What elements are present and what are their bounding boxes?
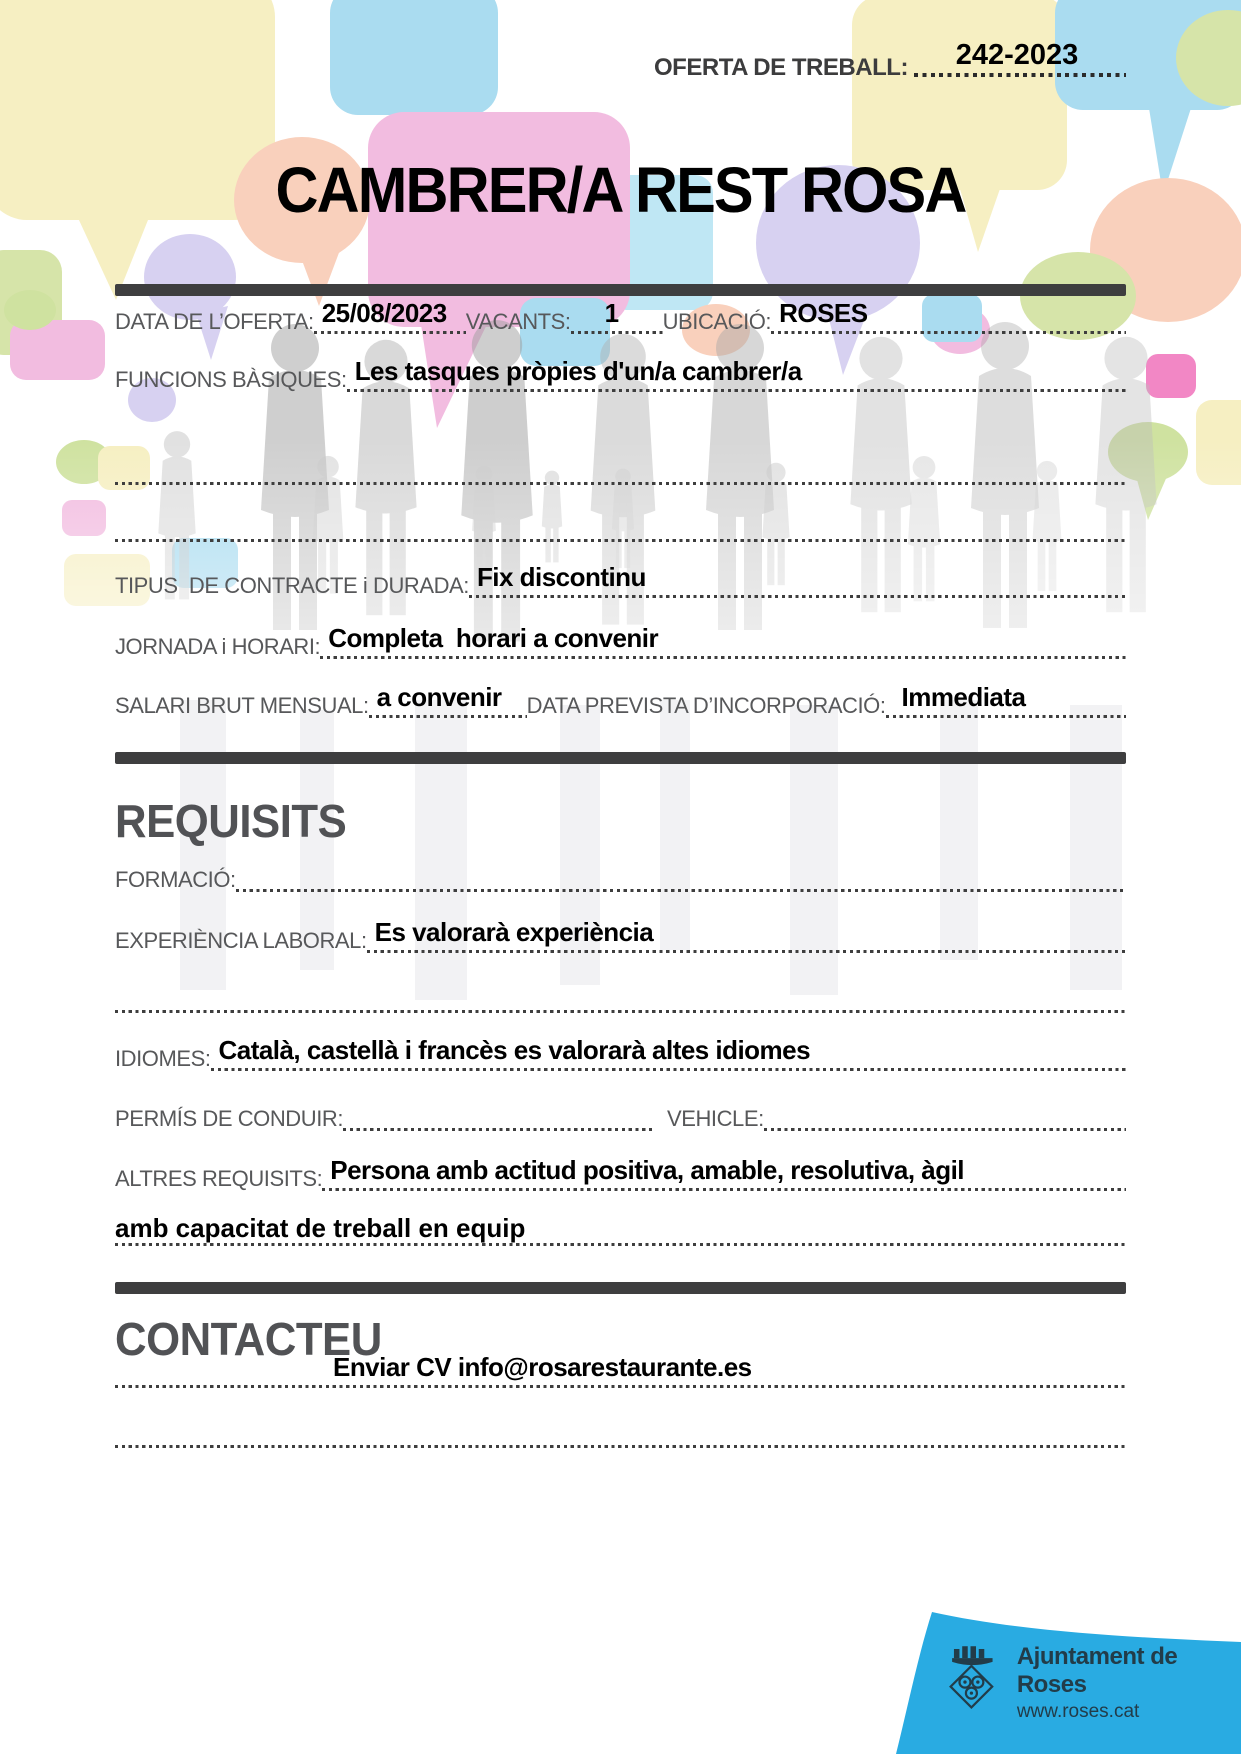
field-row-languages (115, 1037, 1126, 1071)
requirements-heading: REQUISITS (115, 795, 347, 847)
roses-coat-of-arms-icon (942, 1642, 1001, 1724)
footer-organization-name: Ajuntament de Roses (1016, 1643, 1178, 1698)
functions-field (347, 358, 1126, 392)
education-label: FORMACIÓ: (115, 866, 236, 892)
separator-bar (115, 752, 1126, 764)
offer-number-field (908, 39, 1126, 80)
salary-label: SALARI BRUT MENSUAL: (115, 692, 369, 718)
other-requirements-label: ALTRES REQUISITS: (115, 1165, 323, 1191)
contract-type-field (469, 564, 1126, 598)
separator-bar (115, 1282, 1126, 1294)
location-label: UBICACIÓ: (662, 308, 772, 334)
vacancies-label: VACANTS: (465, 308, 571, 334)
empty-dotted-line (115, 1445, 1126, 1448)
contact-heading: CONTACTEU (115, 1313, 382, 1365)
field-row-salary-incorporation (115, 684, 1126, 718)
other-requirements-value: Persona amb actitud positiva, amable, resolutiva, àgil (330, 1155, 964, 1185)
languages-field (211, 1037, 1127, 1071)
field-row-experience (115, 919, 1126, 953)
vehicle-field (764, 1097, 1126, 1131)
field-row-contract-type (115, 564, 1126, 598)
salary-field (369, 684, 527, 718)
vehicle-label: VEHICLE: (667, 1105, 764, 1131)
functions-value: Les tasques pròpies d'un/a cambrer/a (354, 356, 802, 386)
languages-label: IDIOMES: (115, 1045, 211, 1071)
separator-bar (115, 284, 1126, 296)
schedule-value: Completa horari a convenir (328, 623, 659, 653)
footer-logo (896, 1602, 1241, 1754)
functions-label: FUNCIONS BÀSIQUES: (115, 366, 347, 392)
incorporation-value: Immediata (901, 682, 1026, 712)
vacancies-value: 1 (604, 298, 619, 328)
contact-email-value: Enviar CV info@rosarestaurante.es (333, 1352, 752, 1382)
driving-license-field (343, 1097, 655, 1131)
contract-type-value: Fix discontinu (476, 562, 646, 592)
offer-number-row (115, 39, 1126, 81)
footer-website: www.roses.cat (1016, 1701, 1140, 1722)
languages-value: Català, castellà i francès es valorarà altes idiomes (218, 1035, 811, 1065)
field-row-driving-license-vehicle (115, 1097, 1126, 1131)
experience-value: Es valorarà experiència (374, 917, 654, 947)
field-row-basic-functions (115, 358, 1126, 392)
offer-number-value: 242-2023 (955, 39, 1079, 71)
page-title: CAMBRER/A REST ROSA (275, 154, 966, 226)
empty-dotted-line (115, 539, 1126, 542)
date-label: DATA DE L’OFERTA: (115, 308, 314, 334)
schedule-field (320, 625, 1126, 659)
experience-label: EXPERIÈNCIA LABORAL: (115, 927, 367, 953)
education-field (236, 858, 1126, 892)
contract-type-label: TIPUS DE CONTRACTE i DURADA: (115, 572, 469, 598)
field-row-contact (115, 1354, 1126, 1388)
field-row-education (115, 858, 1126, 892)
field-row-schedule (115, 625, 1126, 659)
schedule-label: JORNADA i HORARI: (115, 633, 321, 659)
incorporation-field (886, 684, 1126, 718)
salary-value: a convenir (376, 682, 502, 712)
other-requirements-field (322, 1157, 1126, 1191)
other-requirements-value-line2: amb capacitat de treball en equip (115, 1213, 526, 1243)
empty-dotted-line (115, 1010, 1126, 1013)
offer-number-label: OFERTA DE TREBALL: (653, 53, 908, 81)
field-row-date-vacancies-location (115, 300, 1126, 334)
location-value: ROSES (779, 298, 868, 328)
other-requirements-line2 (115, 1213, 1126, 1246)
driving-license-label: PERMÍS DE CONDUIR: (115, 1105, 343, 1131)
vacancies-field (571, 300, 663, 334)
contact-field (115, 1354, 1126, 1388)
field-row-other-requirements (115, 1157, 1126, 1191)
date-value: 25/08/2023 (321, 298, 447, 328)
incorporation-label: DATA PREVISTA D’INCORPORACIÓ: (526, 692, 886, 718)
empty-dotted-line (115, 482, 1126, 485)
location-field (771, 300, 1126, 334)
date-field (314, 300, 466, 334)
experience-field (367, 919, 1126, 953)
